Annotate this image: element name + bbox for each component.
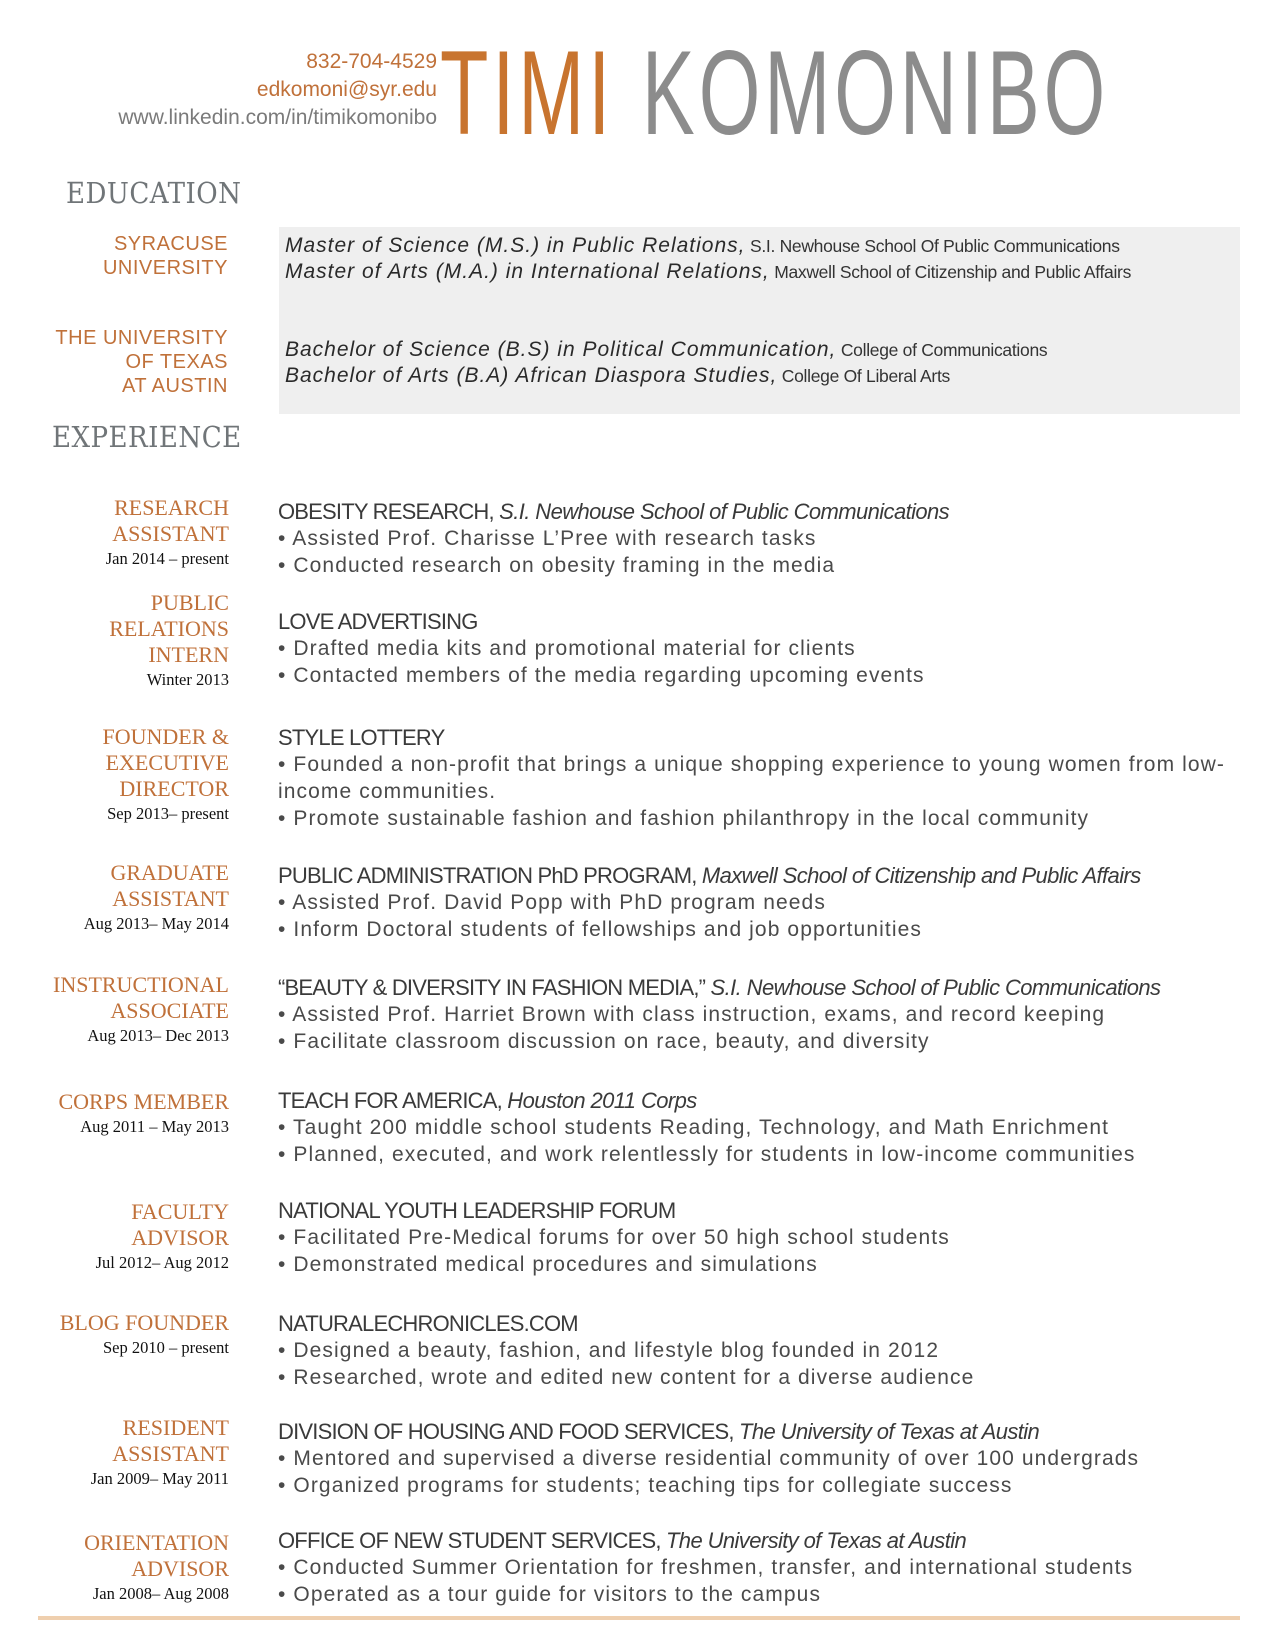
last-name: KOMONIBO xyxy=(641,26,1110,160)
job-role xyxy=(0,1089,229,1138)
job-dates: Jan 2014 – present xyxy=(105,549,229,568)
candidate-name xyxy=(440,18,1109,168)
job-affiliation: Houston 2011 Corps xyxy=(507,1088,697,1113)
degree-institution: Maxwell School of Citizenship and Public Affairs xyxy=(774,262,1132,282)
degree-title: Bachelor of Arts (B.A) African Diaspora Studies xyxy=(285,364,771,387)
job-bullet: • Founded a non-profit that brings a unique shopping experience to young women from low-income communities. xyxy=(278,753,1226,803)
degree-sep: , xyxy=(829,338,837,361)
job-heading xyxy=(278,1419,1238,1445)
job-title-line: RESEARCH xyxy=(114,495,229,520)
degree-title: Bachelor of Science (B.S) in Political Communication xyxy=(285,338,830,361)
job-organization: OFFICE OF NEW STUDENT SERVICES, xyxy=(278,1528,661,1553)
job-title-line: ORIENTATION xyxy=(84,1530,229,1555)
experience-heading: EXPERIENCE xyxy=(52,420,242,454)
job-entry xyxy=(278,1528,1238,1608)
job-entry xyxy=(278,1198,1238,1278)
school-name-line: OF TEXAS xyxy=(125,351,228,373)
degree-line xyxy=(285,338,1047,362)
job-dates: Aug 2011 – May 2013 xyxy=(80,1117,229,1136)
job-bullet: • Operated as a tour guide for visitors to the campus xyxy=(278,1583,822,1606)
degree-title: Master of Science (M.S.) in Public Relations xyxy=(285,234,739,257)
job-bullet: • Contacted members of the media regarding upcoming events xyxy=(278,664,925,687)
job-title-line: ASSISTANT xyxy=(112,1441,229,1466)
job-heading xyxy=(278,863,1238,889)
degree-institution: College Of Liberal Arts xyxy=(781,366,950,386)
job-title-line: INSTRUCTIONAL xyxy=(53,972,229,997)
job-dates: Winter 2013 xyxy=(146,670,229,689)
contact-block xyxy=(118,48,437,132)
job-entry xyxy=(278,725,1238,832)
job-dates: Jan 2009– May 2011 xyxy=(90,1469,229,1488)
job-entry xyxy=(278,975,1238,1055)
job-dates: Sep 2013– present xyxy=(107,804,229,823)
job-affiliation: S.I. Newhouse School of Public Communications xyxy=(499,499,950,524)
linkedin-url: www.linkedin.com/in/timikomonibo xyxy=(118,106,437,129)
job-entry xyxy=(278,609,1238,689)
job-title-line: DIRECTOR xyxy=(119,776,229,801)
job-title-line: ASSISTANT xyxy=(112,521,229,546)
job-entry xyxy=(278,1311,1238,1391)
school-name-line: AT AUSTIN xyxy=(121,375,228,397)
job-organization: NATIONAL YOUTH LEADERSHIP FORUM xyxy=(278,1198,676,1223)
job-bullet: • Conducted research on obesity framing in the media xyxy=(278,554,836,577)
job-entry xyxy=(278,1419,1238,1499)
degree-institution: College of Communications xyxy=(840,340,1048,360)
job-organization: PUBLIC ADMINISTRATION PhD PROGRAM, xyxy=(278,863,697,888)
job-bullet: • Organized programs for students; teaching tips for collegiate success xyxy=(278,1474,1013,1497)
job-bullet: • Facilitated Pre-Medical forums for over 50 high school students xyxy=(278,1226,950,1249)
job-organization: “BEAUTY & DIVERSITY IN FASHION MEDIA,” xyxy=(278,975,706,1000)
job-dates: Aug 2013– May 2014 xyxy=(83,914,229,933)
job-organization: DIVISION OF HOUSING AND FOOD SERVICES, xyxy=(278,1419,734,1444)
job-bullet: • Taught 200 middle school students Reading, Technology, and Math Enrichment xyxy=(278,1116,1110,1139)
job-affiliation: Maxwell School of Citizenship and Public Affairs xyxy=(701,863,1141,888)
job-heading xyxy=(278,975,1238,1001)
job-bullet: • Designed a beauty, fashion, and lifestyle blog founded in 2012 xyxy=(278,1339,940,1362)
job-heading xyxy=(278,609,1238,635)
job-bullet: • Assisted Prof. Harriet Brown with class instruction, exams, and record keeping xyxy=(278,1003,1106,1026)
job-dates: Aug 2013– Dec 2013 xyxy=(87,1026,229,1045)
job-title-line: ASSOCIATE xyxy=(110,998,229,1023)
job-title-line: FOUNDER & xyxy=(102,724,229,749)
job-heading xyxy=(278,1528,1238,1554)
job-entry xyxy=(278,499,1238,579)
job-dates: Jan 2008– Aug 2008 xyxy=(92,1584,229,1603)
job-role xyxy=(0,860,229,935)
job-role xyxy=(0,724,229,825)
job-bullet: • Conducted Summer Orientation for freshmen, transfer, and international students xyxy=(278,1556,1134,1579)
degree-sep: , xyxy=(762,260,770,283)
job-bullet: • Promote sustainable fashion and fashion philanthropy in the local community xyxy=(278,807,1090,830)
job-bullet: • Facilitate classroom discussion on race, beauty, and diversity xyxy=(278,1030,930,1053)
job-dates: Sep 2010 – present xyxy=(102,1338,229,1357)
job-title-line: RELATIONS xyxy=(109,616,229,641)
job-organization: NATURALECHRONICLES.COM xyxy=(278,1311,578,1336)
school-name-line: UNIVERSITY xyxy=(102,257,228,279)
degree-institution: S.I. Newhouse School Of Public Communications xyxy=(749,236,1120,256)
school-syracuse xyxy=(8,232,228,280)
job-title-line: INTERN xyxy=(148,642,229,667)
job-role xyxy=(0,1530,229,1605)
job-heading xyxy=(278,1088,1238,1114)
job-role xyxy=(0,1310,229,1359)
job-title-line: GRADUATE xyxy=(110,860,229,885)
degree-sep: , xyxy=(738,234,746,257)
job-heading xyxy=(278,1198,1238,1224)
job-bullet: • Researched, wrote and edited new content for a diverse audience xyxy=(278,1366,975,1389)
footer-divider xyxy=(38,1616,1240,1620)
phone-number: 832-704-4529 xyxy=(306,50,437,73)
education-heading: EDUCATION xyxy=(66,176,242,210)
job-title-line: RESIDENT xyxy=(122,1415,229,1440)
school-name-line: THE UNIVERSITY xyxy=(55,327,228,349)
job-title-line: FACULTY xyxy=(131,1199,229,1224)
job-dates: Jul 2012– Aug 2012 xyxy=(95,1253,229,1272)
job-title-line: ADVISOR xyxy=(131,1225,229,1250)
job-heading xyxy=(278,1311,1238,1337)
job-organization: LOVE ADVERTISING xyxy=(278,609,478,634)
degree-title: Master of Arts (M.A.) in International Relations xyxy=(285,260,763,283)
job-bullet: • Inform Doctoral students of fellowships and job opportunities xyxy=(278,918,922,941)
job-organization: TEACH FOR AMERICA, xyxy=(278,1088,502,1113)
job-role xyxy=(0,1415,229,1490)
job-affiliation: S.I. Newhouse School of Public Communications xyxy=(710,975,1161,1000)
job-title-line: CORPS MEMBER xyxy=(58,1089,229,1114)
job-bullet: • Drafted media kits and promotional material for clients xyxy=(278,637,856,660)
degree-line xyxy=(285,234,1120,258)
job-title-line: EXECUTIVE xyxy=(105,750,229,775)
email-address: edkomoni@syr.edu xyxy=(256,78,437,101)
job-bullet: • Mentored and supervised a diverse residential community of over 100 undergrads xyxy=(278,1447,1140,1470)
job-bullet: • Planned, executed, and work relentlessly for students in low-income communities xyxy=(278,1143,1136,1166)
degree-line xyxy=(285,260,1131,284)
degree-line xyxy=(285,364,950,388)
job-heading xyxy=(278,499,1238,525)
first-name: TIMI xyxy=(440,26,615,160)
school-ut-austin xyxy=(8,326,228,398)
job-bullet: • Assisted Prof. Charisse L’Pree with research tasks xyxy=(278,527,817,550)
job-title-line: BLOG FOUNDER xyxy=(59,1310,229,1335)
job-role xyxy=(0,495,229,570)
job-heading xyxy=(278,725,1238,751)
school-name-line: SYRACUSE xyxy=(113,233,228,255)
job-bullet: • Assisted Prof. David Popp with PhD program needs xyxy=(278,891,826,914)
job-organization: OBESITY RESEARCH, xyxy=(278,499,494,524)
job-entry xyxy=(278,863,1238,943)
job-role xyxy=(0,1199,229,1274)
job-role xyxy=(0,590,229,691)
job-affiliation: The University of Texas at Austin xyxy=(665,1528,967,1553)
degree-sep: , xyxy=(770,364,778,387)
job-title-line: PUBLIC xyxy=(150,590,229,615)
job-role xyxy=(0,972,229,1047)
job-entry xyxy=(278,1088,1238,1168)
job-title-line: ADVISOR xyxy=(131,1556,229,1581)
job-affiliation: The University of Texas at Austin xyxy=(739,1419,1040,1444)
job-organization: STYLE LOTTERY xyxy=(278,725,445,750)
job-bullet: • Demonstrated medical procedures and simulations xyxy=(278,1253,818,1276)
job-title-line: ASSISTANT xyxy=(112,886,229,911)
